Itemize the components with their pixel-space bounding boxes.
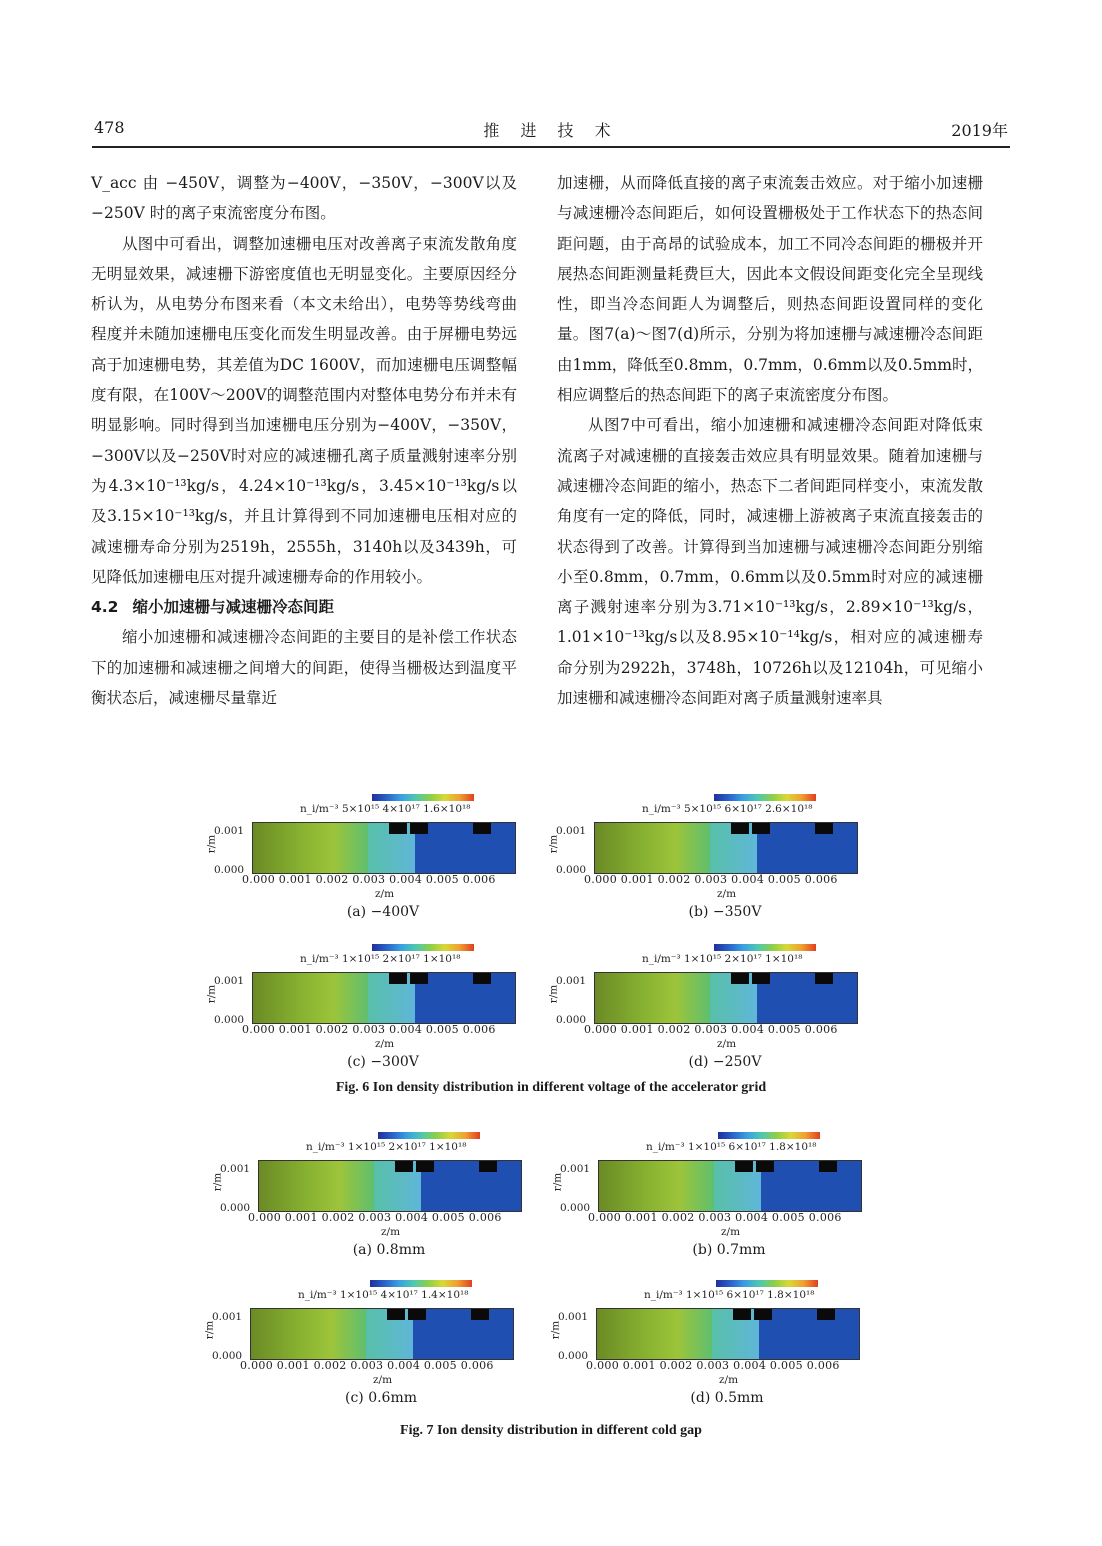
colorbar	[378, 1132, 480, 1139]
page-header	[92, 118, 1010, 148]
legend-text: n_i/m⁻³ 1×10¹⁵ 2×10¹⁷ 1×10¹⁸	[306, 1141, 467, 1153]
y-axis-label: r/m	[549, 1320, 562, 1340]
y-tick: 0.001	[556, 975, 587, 987]
journal-title: 推 进 技 术	[483, 121, 619, 140]
y-tick: 0.000	[558, 1350, 589, 1362]
fig7-panel	[208, 1128, 528, 1263]
x-ticks: 0.000 0.001 0.002 0.003 0.004 0.005 0.006	[248, 1211, 502, 1224]
subfigure-caption: (b) −350V	[688, 904, 762, 920]
subfigure-caption: (c) −300V	[347, 1054, 419, 1070]
x-ticks: 0.000 0.001 0.002 0.003 0.004 0.005 0.006	[242, 873, 496, 886]
section-heading	[91, 592, 517, 622]
subfigure-caption: (a) −400V	[346, 904, 420, 920]
colorbar	[714, 794, 816, 801]
y-tick: 0.001	[214, 825, 245, 837]
legend-text: n_i/m⁻³ 1×10¹⁵ 6×10¹⁷ 1.8×10¹⁸	[644, 1289, 815, 1301]
legend-text: n_i/m⁻³ 5×10¹⁵ 4×10¹⁷ 1.6×10¹⁸	[300, 803, 471, 815]
legend-text: n_i/m⁻³ 1×10¹⁵ 2×10¹⁷ 1×10¹⁸	[300, 953, 461, 965]
x-axis-label: z/m	[375, 888, 395, 900]
y-tick: 0.001	[556, 825, 587, 837]
x-ticks: 0.000 0.001 0.002 0.003 0.004 0.005 0.006	[242, 1023, 496, 1036]
x-ticks: 0.000 0.001 0.002 0.003 0.004 0.005 0.006	[240, 1359, 494, 1372]
y-tick: 0.000	[220, 1202, 251, 1214]
legend-text: n_i/m⁻³ 1×10¹⁵ 2×10¹⁷ 1×10¹⁸	[642, 953, 803, 965]
y-axis-label: r/m	[205, 984, 218, 1004]
fig6-panel	[202, 940, 522, 1075]
paragraph: 从图中可看出，调整加速栅电压对改善离子束流发散角度无明显效果，减速栅下游密度值也无明显变化。主要原因经分析认为，从电势分布图来看（本文未给出），电势等势线弯曲程度并未随加速栅电压变化而发生明显改善。由于屏栅电势远高于加速栅电势，其差值为DC 1600V，而加速栅电压调整幅度有限，在100V～200V的调整范围内对整体电势分布并未有明显影响。同时得到当加速栅电压分别为−400V，−350V，−300V以及−250V时对应的减速栅孔离子质量溅射速率分别为4.3×10⁻¹³kg/s，4.24×10⁻¹³kg/s，3.45×10⁻¹³kg/s以及3.15×10⁻¹³kg/s，并且计算得到不同加速栅电压相对应的减速栅寿命分别为2519h，2555h，3140h以及3439h，可见降低加速栅电压对提升减速栅寿命的作用较小。	[91, 234, 517, 586]
density-plot	[252, 972, 516, 1024]
x-ticks: 0.000 0.001 0.002 0.003 0.004 0.005 0.006	[586, 1359, 840, 1372]
subfigure-caption: (d) 0.5mm	[690, 1390, 764, 1406]
x-axis-label: z/m	[381, 1226, 401, 1238]
x-axis-label: z/m	[719, 1374, 739, 1386]
y-tick: 0.001	[220, 1163, 251, 1175]
subfigure-caption: (a) 0.8mm	[352, 1242, 426, 1258]
fig6-panel	[544, 790, 864, 925]
y-tick: 0.001	[212, 1311, 243, 1323]
x-ticks: 0.000 0.001 0.002 0.003 0.004 0.005 0.006	[588, 1211, 842, 1224]
y-tick: 0.001	[214, 975, 245, 987]
density-plot	[594, 822, 858, 874]
section-title: 缩小加速栅与减速栅冷态间距	[132, 598, 334, 617]
fig6-panel	[202, 790, 522, 925]
y-axis-label: r/m	[203, 1320, 216, 1340]
page-number: 478	[94, 118, 125, 137]
fig7-caption: Fig. 7 Ion density distribution in different cold gap	[400, 1423, 702, 1438]
density-plot	[594, 972, 858, 1024]
subfigure-caption: (b) 0.7mm	[692, 1242, 766, 1258]
subfigure-caption: (d) −250V	[688, 1054, 762, 1070]
fig6-caption: Fig. 6 Ion density distribution in different voltage of the accelerator grid	[335, 1080, 767, 1095]
fig6-panel	[544, 940, 864, 1075]
paragraph: 缩小加速栅和减速栅冷态间距的主要目的是补偿工作状态下的加速栅和减速栅之间增大的间距，使得当栅极达到温度平衡状态后，减速栅尽量靠近	[91, 628, 517, 708]
paragraph: 加速栅，从而降低直接的离子束流轰击效应。对于缩小加速栅与减速栅冷态间距后，如何设置栅极处于工作状态下的热态间距问题，由于高昂的试验成本，加工不同冷态间距的栅极并开展热态间距测量耗费巨大，因此本文假设间距变化完全呈现线性，即当冷态间距人为调整后，则热态间距设置同样的变化量。图7(a)～图7(d)所示，分别为将加速栅与减速栅冷态间距由1mm，降低至0.8mm，0.7mm，0.6mm以及0.5mm时，相应调整后的热态间距下的离子束流密度分布图。	[557, 174, 983, 405]
fig7-panel	[548, 1128, 868, 1263]
legend-text: n_i/m⁻³ 5×10¹⁵ 6×10¹⁷ 2.6×10¹⁸	[642, 803, 813, 815]
x-ticks: 0.000 0.001 0.002 0.003 0.004 0.005 0.006	[584, 1023, 838, 1036]
x-ticks: 0.000 0.001 0.002 0.003 0.004 0.005 0.006	[584, 873, 838, 886]
colorbar	[718, 1132, 820, 1139]
x-axis-label: z/m	[717, 888, 737, 900]
y-tick: 0.001	[558, 1311, 589, 1323]
fig7-panel	[200, 1276, 520, 1411]
y-axis-label: r/m	[211, 1172, 224, 1192]
y-axis-label: r/m	[547, 834, 560, 854]
density-plot	[596, 1308, 860, 1360]
colorbar	[372, 794, 474, 801]
y-tick: 0.000	[212, 1350, 243, 1362]
density-plot	[252, 822, 516, 874]
legend-text: n_i/m⁻³ 1×10¹⁵ 6×10¹⁷ 1.8×10¹⁸	[646, 1141, 817, 1153]
density-plot	[258, 1160, 522, 1212]
density-plot	[250, 1308, 514, 1360]
y-tick: 0.001	[560, 1163, 591, 1175]
legend-text: n_i/m⁻³ 1×10¹⁵ 4×10¹⁷ 1.4×10¹⁸	[298, 1289, 469, 1301]
y-axis-label: r/m	[205, 834, 218, 854]
x-axis-label: z/m	[717, 1038, 737, 1050]
y-tick: 0.000	[560, 1202, 591, 1214]
section-number: 4.2	[91, 598, 119, 617]
left-column	[91, 168, 517, 713]
paragraph: V_acc 由 −450V，调整为−400V，−350V，−300V以及−250V 时的离子束流密度分布图。	[91, 174, 517, 223]
colorbar	[370, 1280, 472, 1287]
paragraph: 从图7中可看出，缩小加速栅和减速栅冷态间距对降低束流离子对减速栅的直接轰击效应具有明显效果。随着加速栅与减速栅冷态间距的缩小，热态下二者间距同样变小，束流发散角度有一定的降低，同时，减速栅上游被离子束流直接轰击的状态得到了改善。计算得到当加速栅与减速栅冷态间距分别缩小至0.8mm，0.7mm，0.6mm以及0.5mm时对应的减速栅离子溅射速率分别为3.71×10⁻¹³kg/s，2.89×10⁻¹³kg/s，1.01×10⁻¹³kg/s以及8.95×10⁻¹⁴kg/s，相对应的减速栅寿命分别为2922h，3748h，10726h以及12104h，可见缩小加速栅和减速栅冷态间距对离子质量溅射速率具	[557, 416, 983, 708]
y-axis-label: r/m	[547, 984, 560, 1004]
year: 2019年	[951, 121, 1008, 140]
colorbar	[372, 944, 474, 951]
subfigure-caption: (c) 0.6mm	[344, 1390, 418, 1406]
y-axis-label: r/m	[551, 1172, 564, 1192]
colorbar	[714, 944, 816, 951]
colorbar	[716, 1280, 818, 1287]
right-column	[557, 168, 983, 713]
y-tick: 0.000	[556, 1014, 587, 1026]
x-axis-label: z/m	[721, 1226, 741, 1238]
fig7-panel	[546, 1276, 866, 1411]
y-tick: 0.000	[214, 1014, 245, 1026]
y-tick: 0.000	[214, 864, 245, 876]
x-axis-label: z/m	[373, 1374, 393, 1386]
density-plot	[598, 1160, 862, 1212]
y-tick: 0.000	[556, 864, 587, 876]
x-axis-label: z/m	[375, 1038, 395, 1050]
